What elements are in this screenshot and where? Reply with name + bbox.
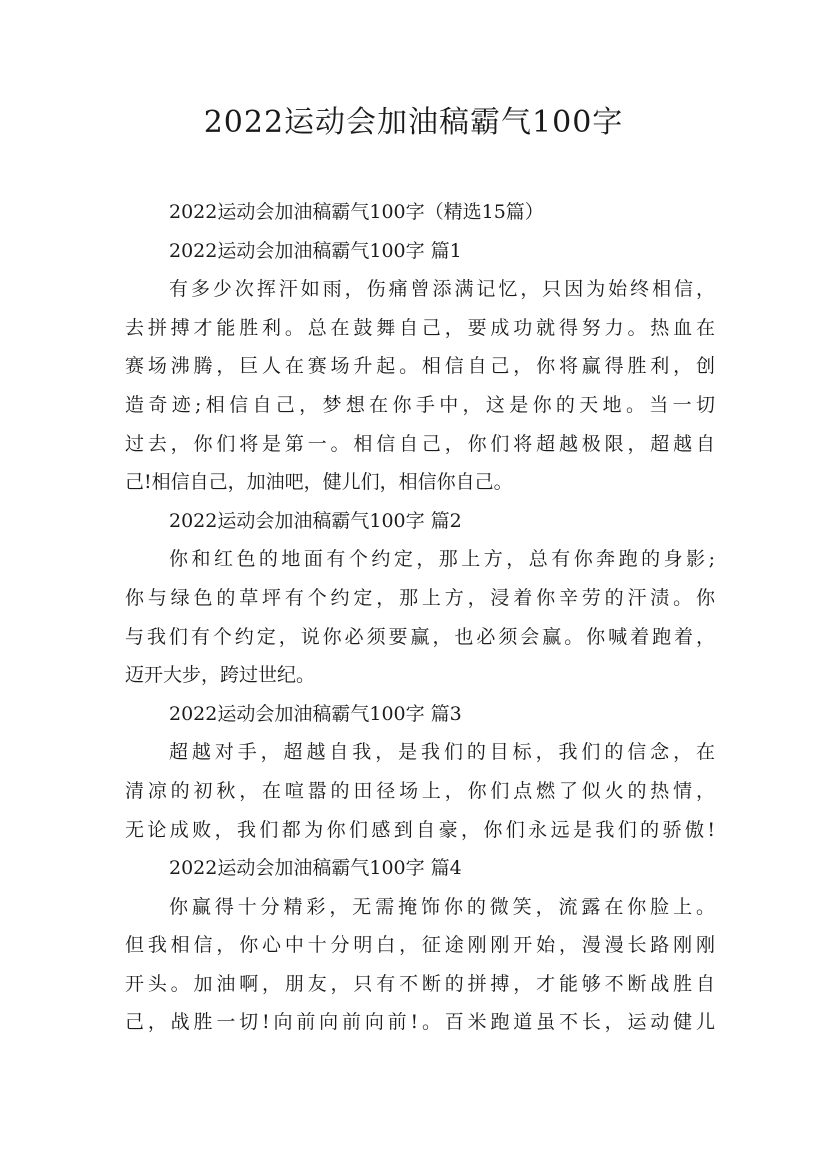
document-body [125, 193, 715, 1042]
paragraph-line: 你与绿色的草坪有个约定，那上方，浸着你辛劳的汗渍。你 [125, 586, 715, 609]
paragraph-line: 无论成败，我们都为你们感到自豪，你们永远是我们的骄傲! [125, 818, 715, 841]
paragraph-line: 与我们有个约定，说你必须要赢，也必须会赢。你喊着跑着， [125, 625, 715, 648]
paragraph-line: 开头。加油啊，朋友，只有不断的拼搏，才能够不断战胜自 [125, 972, 715, 995]
paragraph-line: 你赢得十分精彩，无需掩饰你的微笑，流露在你脸上。 [169, 895, 715, 918]
paragraph-line: 去拼搏才能胜利。总在鼓舞自己，要成功就得努力。热血在 [125, 316, 715, 339]
section-heading-4: 2022运动会加油稿霸气100字 篇4 [169, 857, 462, 880]
paragraph-line: 迈开大步，跨过世纪。 [125, 664, 316, 687]
paragraph-line: 过去，你们将是第一。相信自己，你们将超越极限，超越自 [125, 432, 715, 455]
section-heading-1: 2022运动会加油稿霸气100字 篇1 [169, 239, 462, 262]
section-heading-3: 2022运动会加油稿霸气100字 篇3 [169, 702, 462, 725]
paragraph-line: 造奇迹;相信自己，梦想在你手中，这是你的天地。当一切 [125, 393, 715, 416]
paragraph-line: 清凉的初秋，在喧嚣的田径场上，你们点燃了似火的热情， [125, 779, 715, 802]
paragraph-line: 超越对手，超越自我，是我们的目标，我们的信念，在 [169, 741, 715, 764]
paragraph-line: 有多少次挥汗如雨，伤痛曾添满记忆，只因为始终相信， [169, 278, 715, 301]
paragraph-line: 赛场沸腾，巨人在赛场升起。相信自己，你将赢得胜利，创 [125, 355, 715, 378]
document-title: 2022运动会加油稿霸气100字 [203, 105, 624, 140]
paragraph-line: 但我相信，你心中十分明白，征途刚刚开始，漫漫长路刚刚 [125, 934, 715, 957]
paragraph-line: 己，战胜一切!向前向前向前!。百米跑道虽不长，运动健儿 [125, 1011, 715, 1034]
paragraph-line: 己!相信自己，加油吧，健儿们，相信你自己。 [125, 471, 513, 494]
section-heading-2: 2022运动会加油稿霸气100字 篇2 [169, 509, 462, 532]
paragraph-line: 你和红色的地面有个约定，那上方，总有你奔跑的身影; [169, 548, 715, 571]
subtitle-line: 2022运动会加油稿霸气100字（精选15篇） [169, 201, 544, 223]
